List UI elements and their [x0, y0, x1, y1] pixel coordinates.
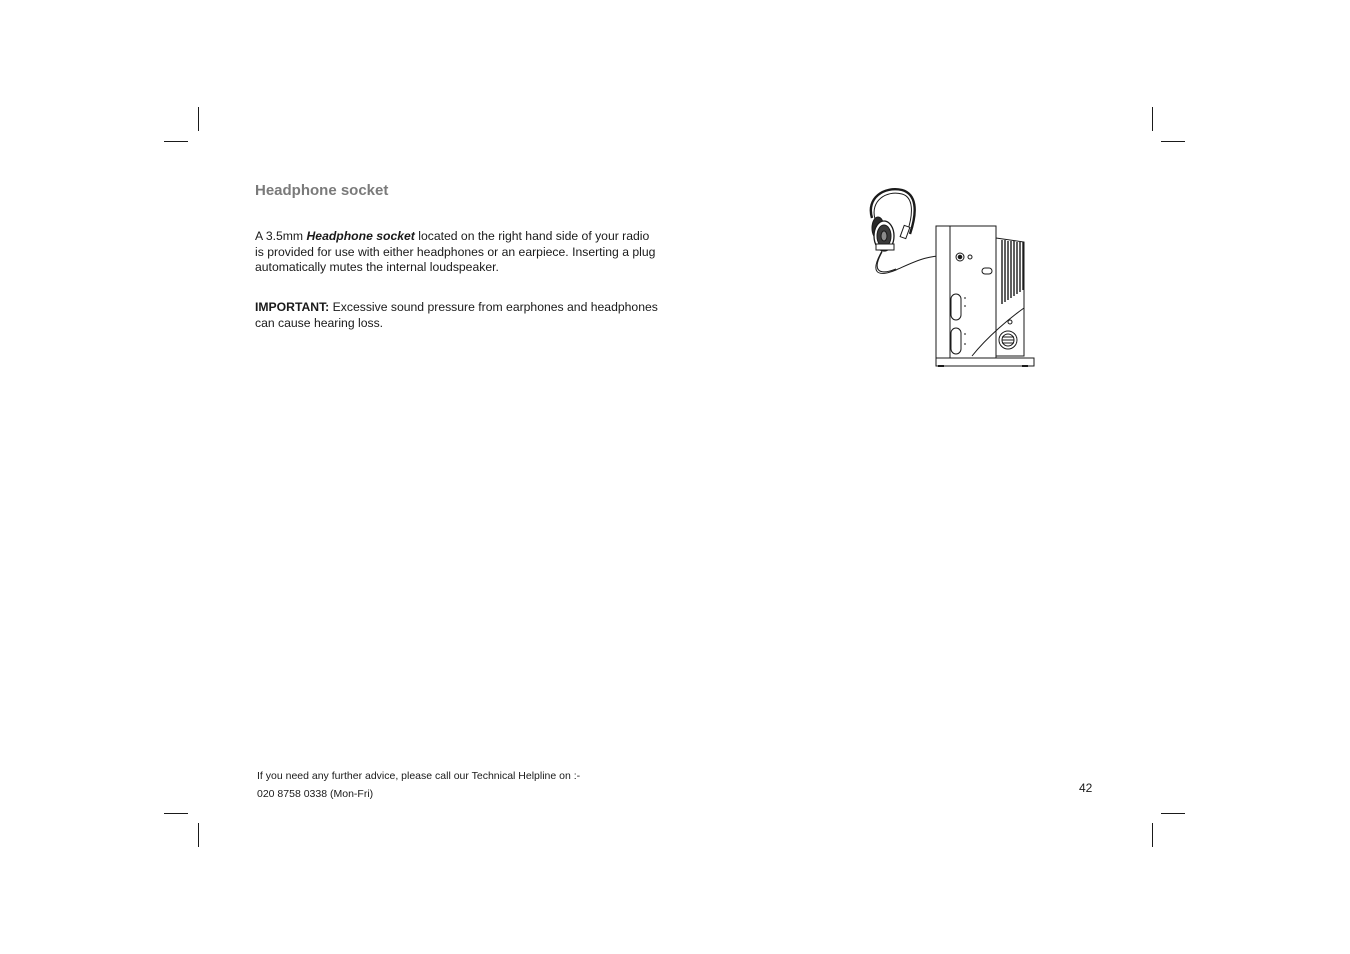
description-prefix: A 3.5mm: [255, 229, 307, 243]
crop-mark-bottom-left-horizontal: [164, 813, 188, 814]
warning-line1-rest: Excessive sound pressure from earphones and headphones: [329, 300, 658, 314]
description-line1-rest: located on the right hand side of your radio: [414, 229, 650, 243]
helpline-phone: 020 8758 0338 (Mon-Fri): [257, 788, 374, 800]
crop-mark-bottom-left-vertical: [198, 823, 199, 847]
important-label: IMPORTANT:: [255, 300, 330, 314]
description-line2: is provided for use with either headphones or an earpiece. Inserting a plug: [255, 244, 656, 259]
crop-mark-bottom-right-horizontal: [1161, 813, 1185, 814]
crop-mark-top-right-vertical: [1152, 107, 1153, 131]
headphone-socket-description: [255, 229, 665, 276]
headphone-socket-emphasis: Headphone socket: [306, 229, 415, 243]
crop-mark-top-left-vertical: [198, 107, 199, 131]
crop-mark-top-right-horizontal: [1161, 141, 1185, 142]
important-warning: [255, 300, 665, 331]
page-number: 42: [1079, 781, 1093, 795]
crop-mark-top-left-horizontal: [164, 141, 188, 142]
crop-mark-bottom-right-vertical: [1152, 823, 1153, 847]
headphones-radio-illustration: [862, 186, 1040, 372]
helpline-text: If you need any further advice, please call our Technical Helpline on :-: [257, 770, 581, 782]
section-heading: Headphone socket: [255, 182, 389, 199]
warning-line2: can cause hearing loss.: [255, 315, 384, 330]
description-line3: automatically mutes the internal loudspeaker.: [255, 260, 499, 274]
